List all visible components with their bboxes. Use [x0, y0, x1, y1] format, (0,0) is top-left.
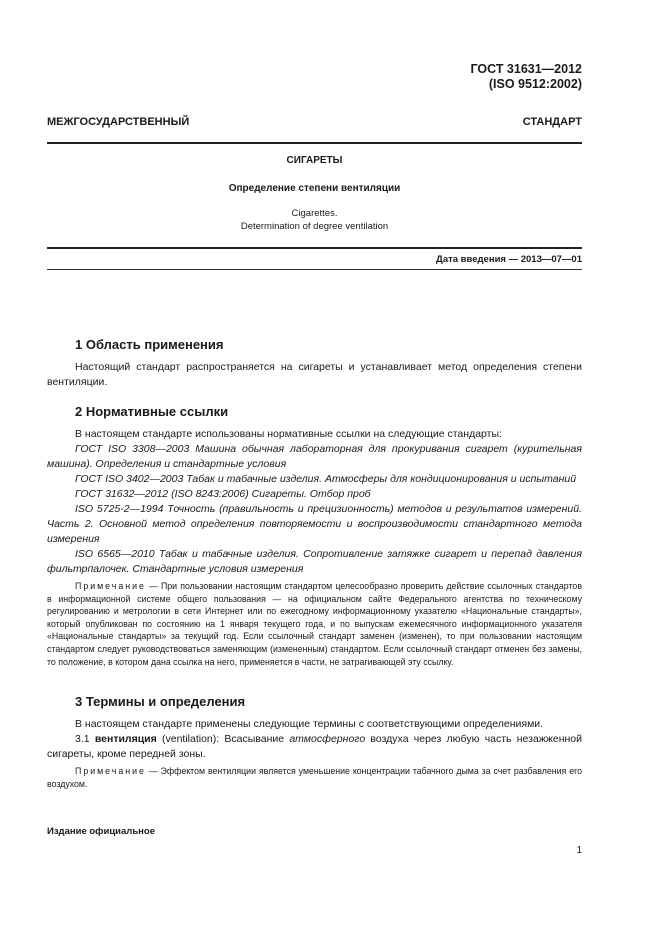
page-number: 1 — [576, 845, 582, 856]
term-rest: воздуха через любую часть незажженной сигареты, кроме передней зоны. — [47, 733, 583, 760]
top-rule — [47, 142, 582, 144]
intro-date: Дата введения — 2013—07—01 — [436, 254, 582, 265]
doc-title: СИГАРЕТЫ — [286, 155, 343, 166]
ref-item: ГОСТ 31632—2012 (ISO 8243:2006) Сигареты. Отбор проб — [75, 488, 371, 500]
title-rule — [47, 247, 582, 249]
section3-body — [47, 717, 582, 762]
term-definition — [47, 732, 582, 762]
note-label: Примечание — [75, 581, 146, 591]
section2-body — [47, 427, 582, 577]
section1-paragraph: Настоящий стандарт распространяется на сигареты и устанавливает метод определения степени вентиляции. — [47, 361, 582, 388]
section2-intro: В настоящем стандарте использованы нормативные ссылки на следующие стандарты: — [75, 428, 502, 440]
ref-item: ГОСТ ISO 3308—2003 Машина обычная лабораторная для прокуривания сигарет (курительная машина). Определения и стандартные условия — [47, 443, 582, 470]
en-title: Cigarettes. — [291, 208, 338, 219]
gost-code: ГОСТ 31631—2012 — [470, 62, 582, 76]
section2-heading: 2 Нормативные ссылки — [75, 404, 229, 419]
section1-heading: 1 Область применения — [75, 337, 224, 352]
note-text: — При пользовании настоящим стандартом целесообразно проверить действие ссылочных стандартов в информационной системе общего пользования — на официальном сайте Федерального агентства по техническому регулированию и метрологии в сети Интернет или по ежегодному информационному указателю «Национальные стандарты», который опубликован по состоянию на 1 января текущего года, и по выпускам ежемесячного информационного указателя «Национальные стандарты» за текущий год. Если ссылочный стандарт заменен (изменен), то при пользовании настоящим стандартом следует руководствоваться заменяющим (измененным) стандартом. Если ссылочный стандарт отменен без замены, то положение, в котором дана ссылка на него, применяется в части, не затрагивающей эту ссылку. — [47, 581, 582, 667]
section3-note — [47, 765, 582, 790]
term-number: 3.1 — [75, 733, 95, 745]
term-word: вентиляция — [94, 733, 157, 745]
note-text: — Эффектом вентиляции является уменьшение концентрации табачного дыма за счет разбавления его воздухом. — [47, 766, 582, 789]
doc-subtitle: Определение степени вентиляции — [228, 183, 401, 194]
ref-item: ISO 6565—2010 Табак и табачные изделия. Сопротивление затяжке сигарет и перепад давления фильтрпалочек. Стандартные условия измерения — [47, 548, 582, 575]
section3-intro: В настоящем стандарте применены следующие термины с соответствующими определениями. — [75, 718, 544, 730]
section2-note — [47, 580, 582, 668]
ref-item: ГОСТ ISO 3402—2003 Табак и табачные изделия. Атмосферы для кондиционирования и испытаний — [75, 473, 577, 485]
note-label: Примечание — [75, 766, 146, 776]
official-edition: Издание официальное — [47, 826, 155, 837]
ref-item: ISO 5725-2—1994 Точность (правильность и прецизионность) методов и результатов измерений. Часть 2. Основной метод определения повторяемости и воспроизводимости стандартного метода измерения — [47, 503, 582, 545]
section1-text — [47, 360, 582, 390]
standard-type: МЕЖГОСУДАРСТВЕННЫЙ СТАНДАРТ — [47, 116, 582, 128]
iso-code: (ISO 9512:2002) — [488, 77, 582, 91]
term-english: (ventilation): Всасывание — [156, 733, 290, 745]
date-rule — [47, 269, 582, 270]
en-subtitle: Determination of degree ventilation — [240, 221, 389, 232]
term-italic: атмосферного — [289, 733, 366, 745]
section3-heading: 3 Термины и определения — [75, 694, 246, 709]
